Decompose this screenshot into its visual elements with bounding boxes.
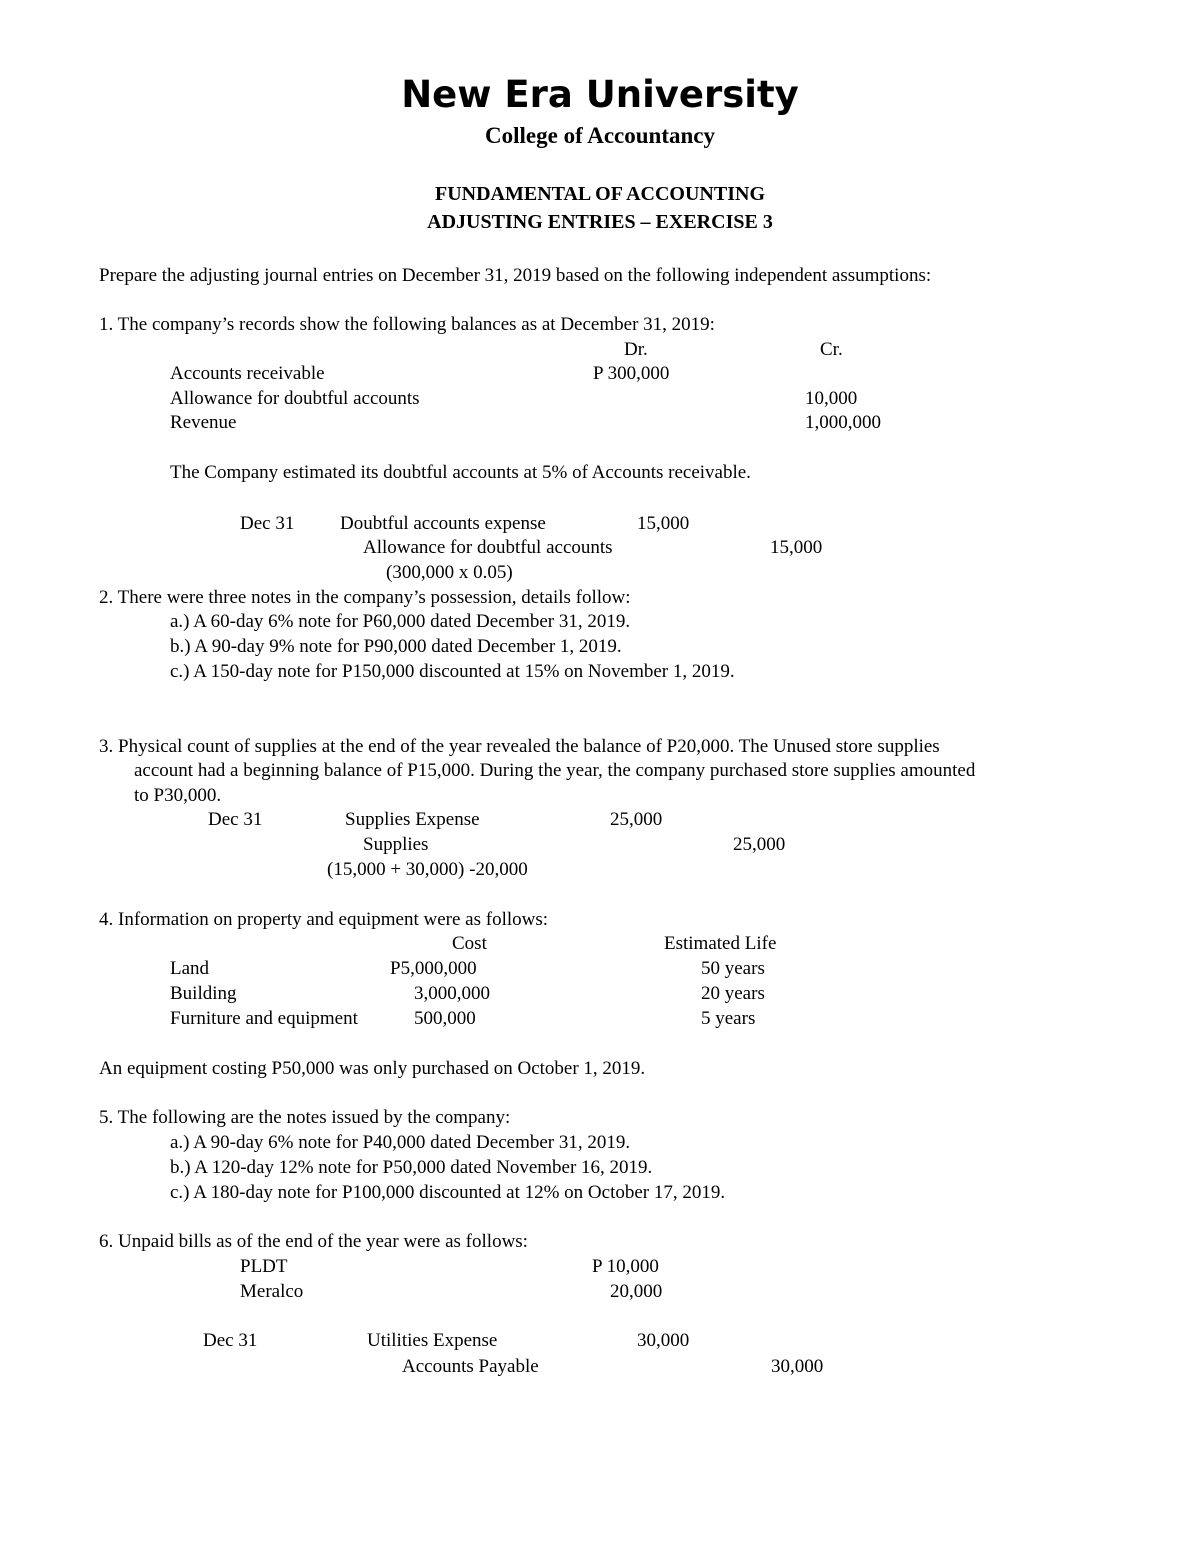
asset-name: Building — [170, 983, 237, 1004]
entry-computation: (15,000 + 30,000) -20,000 — [327, 859, 528, 880]
asset-cost: 3,000,000 — [414, 983, 490, 1004]
bill-amount: P 10,000 — [592, 1256, 659, 1277]
item5-text: 5. The following are the notes issued by the company: — [99, 1107, 511, 1128]
item3-line: to P30,000. — [134, 785, 222, 806]
bill-amount: 20,000 — [610, 1281, 663, 1302]
university-title: New Era University — [401, 73, 799, 116]
item3-line: 3. Physical count of supplies at the end of the year revealed the balance of P20,000. The Unused store supplies — [99, 736, 940, 757]
entry-credit-amount: 30,000 — [771, 1356, 824, 1377]
item1-note: The Company estimated its doubtful accounts at 5% of Accounts receivable. — [170, 462, 751, 483]
exercise-title: ADJUSTING ENTRIES – EXERCISE 3 — [427, 211, 773, 233]
item2-subitem: b.) A 90-day 9% note for P90,000 dated December 1, 2019. — [170, 636, 622, 657]
life-header: Estimated Life — [664, 933, 777, 954]
entry-debit-account: Doubtful accounts expense — [340, 513, 546, 534]
entry-debit-account: Utilities Expense — [367, 1330, 498, 1351]
balance-dr: P 300,000 — [593, 363, 670, 384]
asset-name: Land — [170, 958, 210, 979]
entry-credit-amount: 15,000 — [770, 537, 823, 558]
asset-life: 20 years — [701, 983, 765, 1004]
item2-subitem: a.) A 60-day 6% note for P60,000 dated December 31, 2019. — [170, 611, 631, 632]
item4-text: 4. Information on property and equipment were as follows: — [99, 909, 549, 930]
entry-credit-account: Accounts Payable — [402, 1356, 539, 1377]
item5-subitem: a.) A 90-day 6% note for P40,000 dated December 31, 2019. — [170, 1132, 631, 1153]
item5-subitem: c.) A 180-day note for P100,000 discounted at 12% on October 17, 2019. — [170, 1182, 726, 1203]
entry-credit-account: Allowance for doubtful accounts — [363, 537, 613, 558]
balance-account: Revenue — [170, 412, 237, 433]
bill-name: PLDT — [240, 1256, 288, 1277]
college-name: College of Accountancy — [485, 123, 715, 148]
entry-debit-amount: 15,000 — [637, 513, 690, 534]
balance-cr: 10,000 — [805, 388, 858, 409]
entry-credit-account: Supplies — [363, 834, 429, 855]
entry-debit-amount: 25,000 — [610, 809, 663, 830]
asset-life: 50 years — [701, 958, 765, 979]
cost-header: Cost — [452, 933, 487, 954]
instructions: Prepare the adjusting journal entries on December 31, 2019 based on the following independent assumptions: — [99, 265, 932, 286]
item6-text: 6. Unpaid bills as of the end of the year were as follows: — [99, 1231, 528, 1252]
entry-date: Dec 31 — [203, 1330, 258, 1351]
bill-name: Meralco — [240, 1281, 304, 1302]
entry-debit-amount: 30,000 — [637, 1330, 690, 1351]
item2-subitem: c.) A 150-day note for P150,000 discounted at 15% on November 1, 2019. — [170, 661, 735, 682]
item1-text: 1. The company’s records show the following balances as at December 31, 2019: — [99, 314, 715, 335]
item5-subitem: b.) A 120-day 12% note for P50,000 dated November 16, 2019. — [170, 1157, 653, 1178]
item2-text: 2. There were three notes in the company’s possession, details follow: — [99, 587, 631, 608]
entry-debit-account: Supplies Expense — [345, 809, 480, 830]
entry-computation: (300,000 x 0.05) — [386, 562, 513, 583]
balance-cr: 1,000,000 — [805, 412, 881, 433]
item3-line: account had a beginning balance of P15,000. During the year, the company purchased store supplies amounted — [134, 760, 976, 781]
item4-note: An equipment costing P50,000 was only purchased on October 1, 2019. — [99, 1058, 646, 1079]
cr-header: Cr. — [820, 339, 843, 360]
entry-credit-amount: 25,000 — [733, 834, 786, 855]
entry-date: Dec 31 — [240, 513, 295, 534]
asset-name: Furniture and equipment — [170, 1008, 358, 1029]
dr-header: Dr. — [624, 339, 648, 360]
balance-account: Allowance for doubtful accounts — [170, 388, 420, 409]
balance-account: Accounts receivable — [170, 363, 325, 384]
asset-cost: 500,000 — [414, 1008, 476, 1029]
asset-cost: P5,000,000 — [390, 958, 477, 979]
asset-life: 5 years — [701, 1008, 756, 1029]
entry-date: Dec 31 — [208, 809, 263, 830]
course-title: FUNDAMENTAL OF ACCOUNTING — [434, 183, 765, 205]
